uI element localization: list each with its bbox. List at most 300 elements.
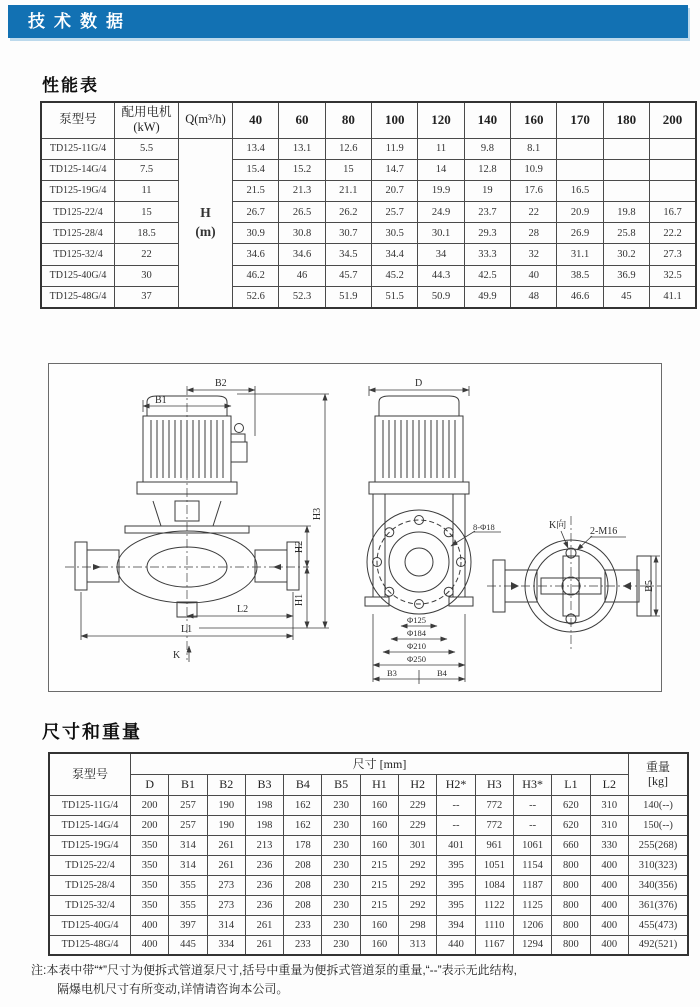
dimension-value: 236 (245, 895, 283, 915)
dimension-value: 233 (284, 935, 322, 955)
head-value: 19.9 (418, 180, 464, 201)
dimension-value: 230 (322, 895, 360, 915)
dimension-value: 236 (245, 875, 283, 895)
head-value: 46.2 (233, 265, 279, 286)
dimension-value: 198 (245, 815, 283, 835)
dimension-value: 1167 (475, 935, 513, 955)
head-value: 52.3 (279, 286, 325, 307)
dimensions-row (49, 935, 688, 955)
dimension-value: 355 (169, 895, 207, 915)
pump-model: TD125-19G/4 (41, 180, 115, 201)
pump-model: TD125-14G/4 (49, 815, 131, 835)
head-value: 26.2 (325, 202, 371, 223)
dimension-value: 772 (475, 815, 513, 835)
weight-value: 140(--) (629, 795, 689, 815)
head-value: 16.5 (557, 180, 603, 201)
motor-power-kw: 22 (115, 244, 179, 265)
dim-label-h2: H2 (294, 540, 305, 554)
pump-model: TD125-32/4 (49, 895, 131, 915)
head-value: 15.2 (279, 159, 325, 180)
dimension-value: 208 (284, 875, 322, 895)
dimension-value: 1294 (513, 935, 551, 955)
dimension-value: 230 (322, 915, 360, 935)
dims-weight-line2: [kg] (648, 774, 668, 789)
dimension-value: -- (437, 795, 475, 815)
head-value: 15.4 (233, 159, 279, 180)
dimension-value: 350 (131, 895, 169, 915)
pump-model: TD125-22/4 (49, 855, 131, 875)
footnote-line-1: 注:本表中带“*”尺寸为便拆式管道泵尺寸,括号中重量为便拆式管道泵的重量,“--”表示无此结构, (31, 963, 517, 977)
head-value: 50.9 (418, 286, 464, 307)
footnote-line-2: 隔爆电机尺寸有所变动,详情请咨询本公司。 (57, 981, 289, 996)
dimensions-header-row-1 (49, 753, 688, 774)
flow-column-header: 40 (233, 102, 279, 138)
dimension-value: 401 (437, 835, 475, 855)
dim-label-b3: B3 (387, 668, 397, 678)
dimension-column-header: B4 (284, 774, 322, 795)
dimension-column-header: H2 (399, 774, 437, 795)
performance-row (41, 138, 696, 159)
dimension-value: 229 (399, 795, 437, 815)
dimensions-row (49, 915, 688, 935)
dimension-column-header: H2* (437, 774, 475, 795)
pump-top-view (487, 516, 661, 652)
dimension-column-header: L1 (552, 774, 590, 795)
dimension-value: 208 (284, 895, 322, 915)
dim-label-2m16: 2-M16 (590, 526, 618, 537)
head-value: 27.3 (650, 244, 696, 265)
performance-table (40, 101, 697, 309)
weight-value: 455(473) (629, 915, 689, 935)
dimension-value: 190 (207, 815, 245, 835)
dimension-value: 162 (284, 795, 322, 815)
dimension-value: 233 (284, 915, 322, 935)
dimension-value: 620 (552, 815, 590, 835)
dimension-value: 350 (131, 835, 169, 855)
dimension-value: 1125 (513, 895, 551, 915)
dimension-value: 313 (399, 935, 437, 955)
dimension-value: 334 (207, 935, 245, 955)
head-value: 32.5 (650, 265, 696, 286)
dimension-value: 350 (131, 875, 169, 895)
pump-side-view (65, 378, 329, 662)
dimension-value: 160 (360, 835, 398, 855)
dimension-value: 257 (169, 815, 207, 835)
col-header-flow: Q(m³/h) (179, 102, 233, 138)
dimension-value: 200 (131, 795, 169, 815)
dimension-value: 292 (399, 875, 437, 895)
pump-model: TD125-32/4 (41, 244, 115, 265)
dimension-value: 215 (360, 875, 398, 895)
head-value (603, 138, 649, 159)
dim-label-d: D (415, 378, 423, 389)
dimension-value: 160 (360, 815, 398, 835)
dimension-value: 273 (207, 875, 245, 895)
head-value: 34.4 (372, 244, 418, 265)
head-value (557, 138, 603, 159)
flow-column-header: 200 (650, 102, 696, 138)
pump-model: TD125-48G/4 (49, 935, 131, 955)
head-value: 34.6 (233, 244, 279, 265)
dimension-value: 400 (590, 935, 628, 955)
head-value: 42.5 (464, 265, 510, 286)
dimension-value: 400 (590, 875, 628, 895)
pump-model: TD125-28/4 (41, 223, 115, 244)
dimension-value: 213 (245, 835, 283, 855)
dimension-value: 800 (552, 875, 590, 895)
dimension-value: 314 (169, 835, 207, 855)
dim-label-h1: H1 (294, 593, 305, 607)
head-value: 19 (464, 180, 510, 201)
dimension-value: -- (437, 815, 475, 835)
head-value: 11.9 (372, 138, 418, 159)
head-value: 25.8 (603, 223, 649, 244)
dimensions-heading: 尺寸和重量 (42, 722, 142, 742)
dimension-value: 200 (131, 815, 169, 835)
head-value: 13.1 (279, 138, 325, 159)
dimension-value: 1110 (475, 915, 513, 935)
dimension-value: 310 (590, 815, 628, 835)
motor-power-kw: 18.5 (115, 223, 179, 244)
dimensions-table-body (49, 795, 688, 955)
dimension-value: 1122 (475, 895, 513, 915)
head-value: 23.7 (464, 202, 510, 223)
dimension-value: 261 (245, 935, 283, 955)
head-value: 46 (279, 265, 325, 286)
dim-label-b4: B4 (437, 668, 447, 678)
head-value (557, 159, 603, 180)
dimension-value: 445 (169, 935, 207, 955)
dimension-column-header: B1 (169, 774, 207, 795)
dimension-value: 800 (552, 935, 590, 955)
performance-header-row (41, 102, 696, 138)
motor-power-kw: 15 (115, 202, 179, 223)
dimension-value: 400 (590, 915, 628, 935)
head-value: 36.9 (603, 265, 649, 286)
dimension-value: 620 (552, 795, 590, 815)
dim-label-h3: H3 (312, 507, 323, 521)
dimension-value: -- (513, 815, 551, 835)
dimension-value: 660 (552, 835, 590, 855)
dim-label-d210: Φ210 (407, 641, 426, 651)
dimension-value: 261 (207, 835, 245, 855)
dimension-value: 301 (399, 835, 437, 855)
dimension-column-header: D (131, 774, 169, 795)
head-value: 34.5 (325, 244, 371, 265)
dimension-value: 395 (437, 855, 475, 875)
performance-row (41, 286, 696, 307)
col-header-model: 泵型号 (41, 102, 115, 138)
pump-front-view (365, 378, 501, 684)
dimension-value: 400 (590, 855, 628, 875)
dimension-value: 190 (207, 795, 245, 815)
dimensions-row (49, 835, 688, 855)
dimension-value: 230 (322, 855, 360, 875)
weight-value: 255(268) (629, 835, 689, 855)
weight-value: 492(521) (629, 935, 689, 955)
dimension-column-header: B3 (245, 774, 283, 795)
motor-power-kw: 5.5 (115, 138, 179, 159)
dim-label-b1: B1 (155, 395, 167, 406)
dimension-column-header: B2 (207, 774, 245, 795)
flow-column-header: 180 (603, 102, 649, 138)
col-header-motor-line1: 配用电机 (121, 104, 172, 119)
pump-model: TD125-48G/4 (41, 286, 115, 307)
head-value: 20.7 (372, 180, 418, 201)
motor-power-kw: 30 (115, 265, 179, 286)
head-value: 26.5 (279, 202, 325, 223)
dimension-value: 400 (131, 915, 169, 935)
dimension-value: 236 (245, 855, 283, 875)
pump-model: TD125-22/4 (41, 202, 115, 223)
dim-label-l1: L1 (181, 624, 193, 635)
dimension-value: 273 (207, 895, 245, 915)
motor-power-kw: 37 (115, 286, 179, 307)
pump-dimension-drawings (48, 363, 662, 692)
header-bar (8, 5, 688, 38)
head-value: 14 (418, 159, 464, 180)
head-value: 10.9 (511, 159, 557, 180)
head-value: 21.5 (233, 180, 279, 201)
dimension-value: 178 (284, 835, 322, 855)
dims-col-header-weight (629, 753, 689, 795)
head-value: 30.9 (233, 223, 279, 244)
weight-value: 150(--) (629, 815, 689, 835)
dim-label-d125: Φ125 (407, 615, 426, 625)
pump-model: TD125-19G/4 (49, 835, 131, 855)
dim-label-k-view: K向 (549, 520, 567, 531)
performance-row (41, 223, 696, 244)
dimensions-header-row-2 (49, 774, 688, 795)
head-value: 21.3 (279, 180, 325, 201)
dimensions-table (48, 752, 689, 956)
dimensions-row (49, 815, 688, 835)
dim-label-b2: B2 (215, 378, 227, 389)
dimension-value: 772 (475, 795, 513, 815)
dimension-column-header: H3* (513, 774, 551, 795)
dimension-value: 198 (245, 795, 283, 815)
dim-label-k: K (173, 650, 181, 661)
dimensions-table-header (49, 753, 688, 795)
flow-column-header: 170 (557, 102, 603, 138)
head-value: 26.9 (557, 223, 603, 244)
pump-model: TD125-40G/4 (41, 265, 115, 286)
dimension-value: 230 (322, 935, 360, 955)
head-value: 41.1 (650, 286, 696, 307)
dimension-value: 1061 (513, 835, 551, 855)
dims-weight-line1: 重量 (645, 759, 670, 774)
dimension-value: 395 (437, 895, 475, 915)
head-value: 13.4 (233, 138, 279, 159)
head-value: 11 (418, 138, 464, 159)
flow-column-header: 100 (372, 102, 418, 138)
dimension-value: 1084 (475, 875, 513, 895)
dimension-value: -- (513, 795, 551, 815)
dimension-value: 208 (284, 855, 322, 875)
head-value: 30.5 (372, 223, 418, 244)
head-value: 30.2 (603, 244, 649, 265)
head-value: 38.5 (557, 265, 603, 286)
head-value (650, 159, 696, 180)
head-value: 46.6 (557, 286, 603, 307)
dimension-value: 800 (552, 895, 590, 915)
head-value: 12.6 (325, 138, 371, 159)
dimension-column-header: H3 (475, 774, 513, 795)
head-value: 16.7 (650, 202, 696, 223)
dimension-value: 397 (169, 915, 207, 935)
pump-model: TD125-40G/4 (49, 915, 131, 935)
col-header-motor-line2: (kW) (133, 120, 160, 135)
dimension-value: 314 (169, 855, 207, 875)
head-value: 22 (511, 202, 557, 223)
head-value: 14.7 (372, 159, 418, 180)
head-unit-label: H (m) (179, 138, 233, 308)
head-value: 45.2 (372, 265, 418, 286)
head-value (650, 138, 696, 159)
weight-value: 340(356) (629, 875, 689, 895)
performance-table-body (41, 138, 696, 308)
head-value: 28 (511, 223, 557, 244)
dim-label-d184: Φ184 (407, 628, 426, 638)
head-value: 40 (511, 265, 557, 286)
footnotes (31, 961, 681, 998)
dimension-value: 800 (552, 855, 590, 875)
flow-column-header: 60 (279, 102, 325, 138)
head-value: 44.3 (418, 265, 464, 286)
head-value: 30.8 (279, 223, 325, 244)
head-value: 48 (511, 286, 557, 307)
head-value: 34.6 (279, 244, 325, 265)
head-value: 32 (511, 244, 557, 265)
col-header-motor (115, 102, 179, 138)
dimension-value: 229 (399, 815, 437, 835)
dimension-value: 310 (590, 795, 628, 815)
dimension-value: 400 (590, 895, 628, 915)
dimension-value: 395 (437, 875, 475, 895)
head-value: 24.9 (418, 202, 464, 223)
head-value: 34 (418, 244, 464, 265)
performance-row (41, 159, 696, 180)
flow-column-header: 120 (418, 102, 464, 138)
head-value: 51.5 (372, 286, 418, 307)
head-value (603, 180, 649, 201)
dimension-value: 961 (475, 835, 513, 855)
dimension-value: 257 (169, 795, 207, 815)
weight-value: 361(376) (629, 895, 689, 915)
head-value: 45.7 (325, 265, 371, 286)
head-value: 21.1 (325, 180, 371, 201)
pump-model: TD125-11G/4 (49, 795, 131, 815)
head-value: 52.6 (233, 286, 279, 307)
dimension-value: 350 (131, 855, 169, 875)
dimensions-row (49, 875, 688, 895)
dimension-value: 440 (437, 935, 475, 955)
dimension-value: 261 (245, 915, 283, 935)
performance-table-header (41, 102, 696, 138)
dim-label-l2: L2 (237, 604, 249, 615)
motor-power-kw: 7.5 (115, 159, 179, 180)
dimension-value: 160 (360, 915, 398, 935)
head-value: 29.3 (464, 223, 510, 244)
head-value: 20.9 (557, 202, 603, 223)
performance-row (41, 265, 696, 286)
pump-drawings-svg (49, 364, 661, 691)
head-value: 17.6 (511, 180, 557, 201)
dimension-value: 1206 (513, 915, 551, 935)
dimension-value: 394 (437, 915, 475, 935)
head-value: 45 (603, 286, 649, 307)
head-value (603, 159, 649, 180)
dimension-value: 355 (169, 875, 207, 895)
dimension-value: 230 (322, 815, 360, 835)
dimensions-row (49, 895, 688, 915)
head-value: 15 (325, 159, 371, 180)
head-value: 30.1 (418, 223, 464, 244)
pump-model: TD125-14G/4 (41, 159, 115, 180)
dimension-value: 230 (322, 795, 360, 815)
dim-label-d250: Φ250 (407, 654, 426, 664)
dim-label-bolt-circle: 8-Φ18 (473, 522, 495, 532)
dimension-value: 292 (399, 855, 437, 875)
dimension-value: 215 (360, 855, 398, 875)
dimension-value: 1154 (513, 855, 551, 875)
dimension-column-header: B5 (322, 774, 360, 795)
dimension-value: 1051 (475, 855, 513, 875)
head-value (650, 180, 696, 201)
dimension-value: 215 (360, 895, 398, 915)
head-value: 26.7 (233, 202, 279, 223)
dimension-column-header: H1 (360, 774, 398, 795)
dimension-value: 298 (399, 915, 437, 935)
pump-model: TD125-28/4 (49, 875, 131, 895)
head-value: 30.7 (325, 223, 371, 244)
performance-row (41, 244, 696, 265)
dimension-value: 160 (360, 795, 398, 815)
flow-column-header: 80 (325, 102, 371, 138)
dims-size-group-header: 尺寸 [mm] (131, 753, 629, 774)
page-title: 技术数据 (28, 12, 132, 31)
dimension-value: 162 (284, 815, 322, 835)
head-value: 51.9 (325, 286, 371, 307)
head-value: 12.8 (464, 159, 510, 180)
dimension-value: 230 (322, 835, 360, 855)
dimension-value: 160 (360, 935, 398, 955)
performance-row (41, 180, 696, 201)
dim-label-b5: B5 (644, 580, 655, 592)
motor-power-kw: 11 (115, 180, 179, 201)
dimension-value: 230 (322, 875, 360, 895)
flow-column-header: 160 (511, 102, 557, 138)
performance-row (41, 202, 696, 223)
head-value: 49.9 (464, 286, 510, 307)
weight-value: 310(323) (629, 855, 689, 875)
performance-heading: 性能表 (42, 76, 99, 95)
flow-column-header: 140 (464, 102, 510, 138)
dimension-value: 400 (131, 935, 169, 955)
head-value: 25.7 (372, 202, 418, 223)
head-value: 9.8 (464, 138, 510, 159)
dimension-column-header: L2 (590, 774, 628, 795)
dimensions-row (49, 795, 688, 815)
dimension-value: 1187 (513, 875, 551, 895)
head-value: 8.1 (511, 138, 557, 159)
head-value: 19.8 (603, 202, 649, 223)
head-value: 22.2 (650, 223, 696, 244)
head-value: 31.1 (557, 244, 603, 265)
dimension-value: 292 (399, 895, 437, 915)
dimensions-row (49, 855, 688, 875)
pump-model: TD125-11G/4 (41, 138, 115, 159)
